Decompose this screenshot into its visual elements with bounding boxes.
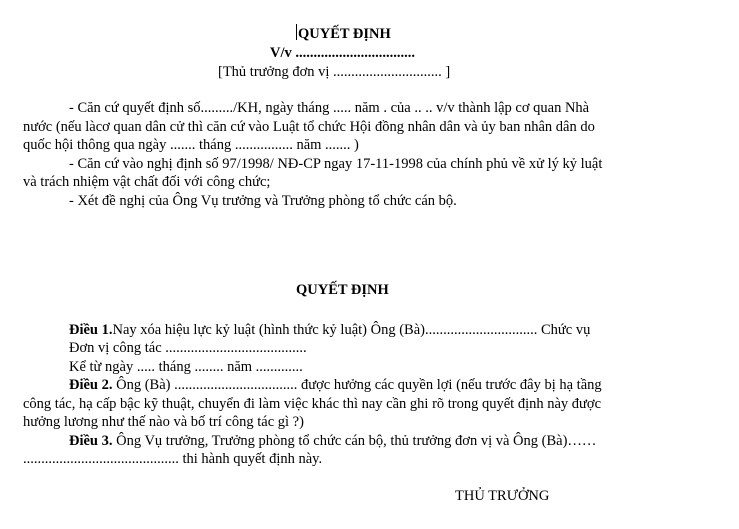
authority-line: [Thủ trưởng đơn vị .............................. ] [218,64,451,80]
preamble-line: - Xét đề nghị của Ông Vụ trưởng và Trưởng phòng tổ chức cán bộ. [69,193,457,209]
decision-heading: QUYẾT ĐỊNH [296,282,389,298]
preamble-line: - Căn cứ quyết định số........./KH, ngày tháng ..... năm . của .. .. v/v thành lập cơ quan Nhà [69,100,590,116]
document-title: QUYẾT ĐỊNH [298,26,391,42]
subject-line: V/v ................................. [270,45,415,61]
article-3 [69,432,596,451]
article-label: Điều 1. [69,322,113,338]
article-text: Ông Vụ trưởng, Trưởng phòng tổ chức cán bộ, thủ trưởng đơn vị và Ông (Bà)…… [112,433,597,449]
preamble-line: quốc hội thông qua ngày ....... tháng ................ năm ....... ) [23,137,359,153]
text-cursor [296,24,297,40]
article-text: Nay xóa hiệu lực kỷ luật (hình thức kỷ luật) Ông (Bà)............................... Chức vụ [112,322,591,338]
preamble-line: và trách nhiệm vật chất đối với công chức; [23,174,271,190]
article-3-line: ........................................... thi hành quyết định này. [23,451,323,467]
preamble-line: - Căn cứ vào nghị định số 97/1998/ NĐ-CP ngay 17-11-1998 của chính phủ về xử lý kỷ luật [69,156,603,172]
article-1 [69,321,590,340]
article-text: Ông (Bà) .................................. được hưởng các quyền lợi (nếu trước đây bị hạ tầng [112,377,602,393]
article-label: Điều 2. [69,377,113,393]
preamble-line: nước (nếu làcơ quan dân cử thì căn cứ vào Luật tổ chức Hội đồng nhân dân và ủy ban nhân dân do [23,119,595,135]
article-label: Điều 3. [69,433,113,449]
article-2-line: hưởng lương như thế nào và bố trí công tác gì ?) [23,414,304,430]
article-1-line: Đơn vị công tác ....................................... [69,340,307,356]
article-1-line: Kể từ ngày ..... tháng ........ năm ............. [69,359,303,375]
article-2-line: công tác, hạ cấp bậc kỹ thuật, chuyển đi làm việc khác thì nay cần ghi rõ trong quyết định này được [23,396,602,412]
article-2 [69,376,602,395]
signature-title: THỦ TRƯỞNG [455,488,550,504]
